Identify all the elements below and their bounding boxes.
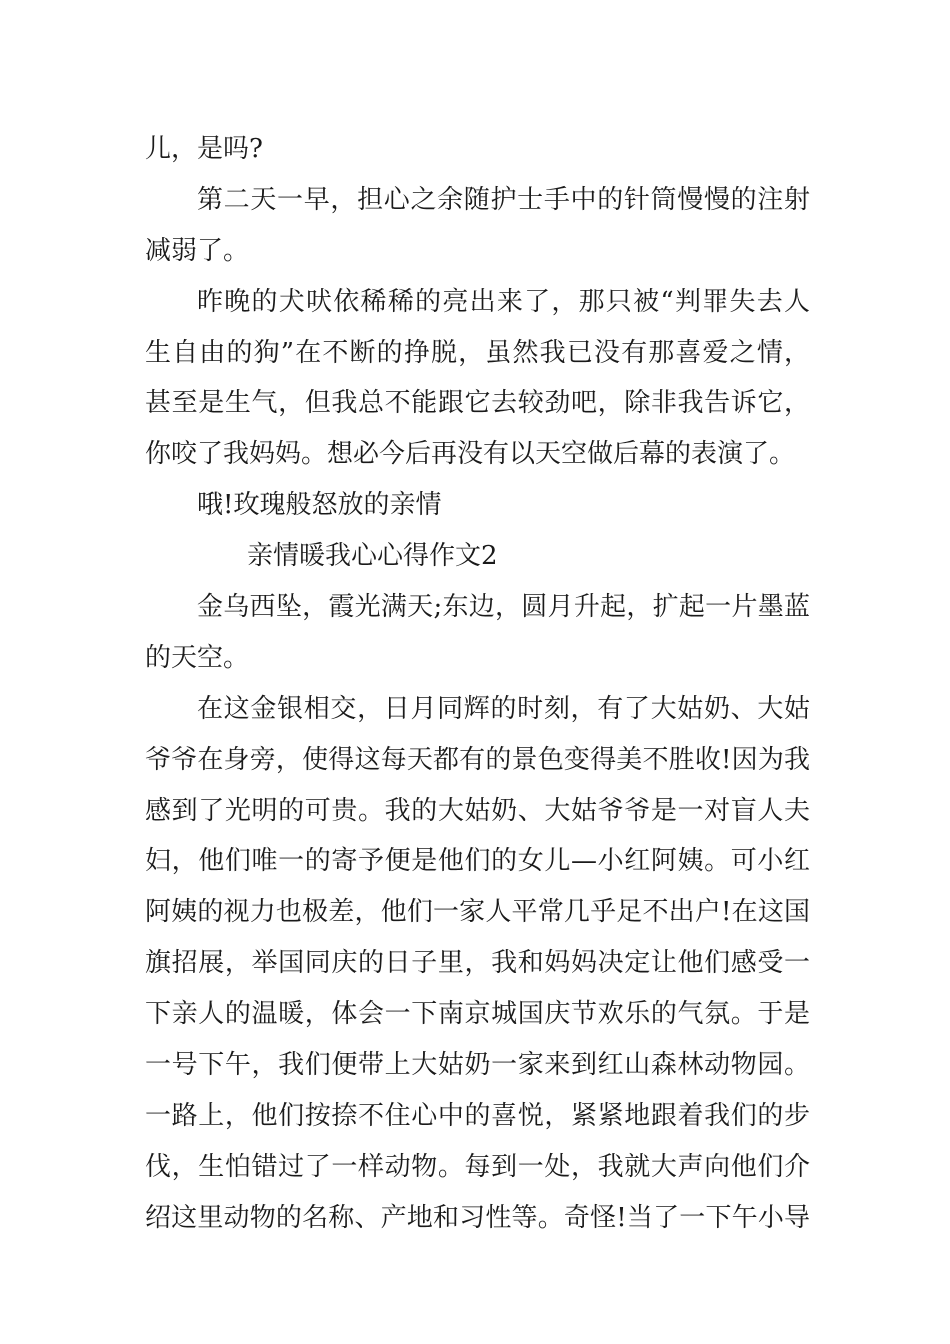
text-line: 甚至是生气，但我总不能跟它去较劲吧，除非我告诉它， [145, 388, 810, 419]
text-line: 金乌西坠，霞光满天;东边，圆月升起，扩起一片墨蓝 [197, 592, 810, 623]
text-line: 爷爷在身旁，使得这每天都有的景色变得美不胜收!因为我 [145, 744, 810, 775]
text-line: 下亲人的温暖，体会一下南京城国庆节欢乐的气氛。于是 [145, 999, 810, 1030]
text-line: 感到了光明的可贵。我的大姑奶、大姑爷爷是一对盲人夫 [145, 795, 810, 826]
text-line: 一路上，他们按捺不住心中的喜悦，紧紧地跟着我们的步 [145, 1100, 810, 1131]
text-line: 儿，是吗? [145, 134, 263, 164]
text-line: 哦!玫瑰般怒放的亲情 [197, 490, 442, 521]
text-line: 妇，他们唯一的寄予便是他们的女儿—小红阿姨。可小红 [145, 846, 810, 877]
text-line: 第二天一早，担心之余随护士手中的针筒慢慢的注射 [197, 184, 810, 215]
text-line: 阿姨的视力也极差，他们一家人平常几乎足不出户!在这国 [145, 897, 810, 928]
text-line: 你咬了我妈妈。想必今后再没有以天空做后幕的表演了。 [145, 439, 796, 470]
text-line: 的天空。 [145, 642, 250, 673]
text-line: 在这金银相交，日月同辉的时刻，有了大姑奶、大姑 [197, 693, 810, 724]
text-line: 伐，生怕错过了一样动物。每到一处，我就大声向他们介 [145, 1151, 810, 1182]
text-line: 减弱了。 [145, 235, 250, 266]
text-line: 旗招展，举国同庆的日子里，我和妈妈决定让他们感受一 [145, 948, 810, 979]
text-line: 一号下午，我们便带上大姑奶一家来到红山森林动物园。 [145, 1050, 810, 1081]
text-line: 生自由的狗”在不断的挣脱，虽然我已没有那喜爱之情， [145, 337, 810, 368]
section-heading: 亲情暖我心心得作文2 [247, 541, 498, 572]
text-line: 昨晚的犬吠依稀稀的亮出来了，那只被“判罪失去人 [197, 286, 810, 317]
document-body [145, 124, 810, 1244]
text-line: 绍这里动物的名称、产地和习性等。奇怪!当了一下午小导 [145, 1202, 810, 1233]
